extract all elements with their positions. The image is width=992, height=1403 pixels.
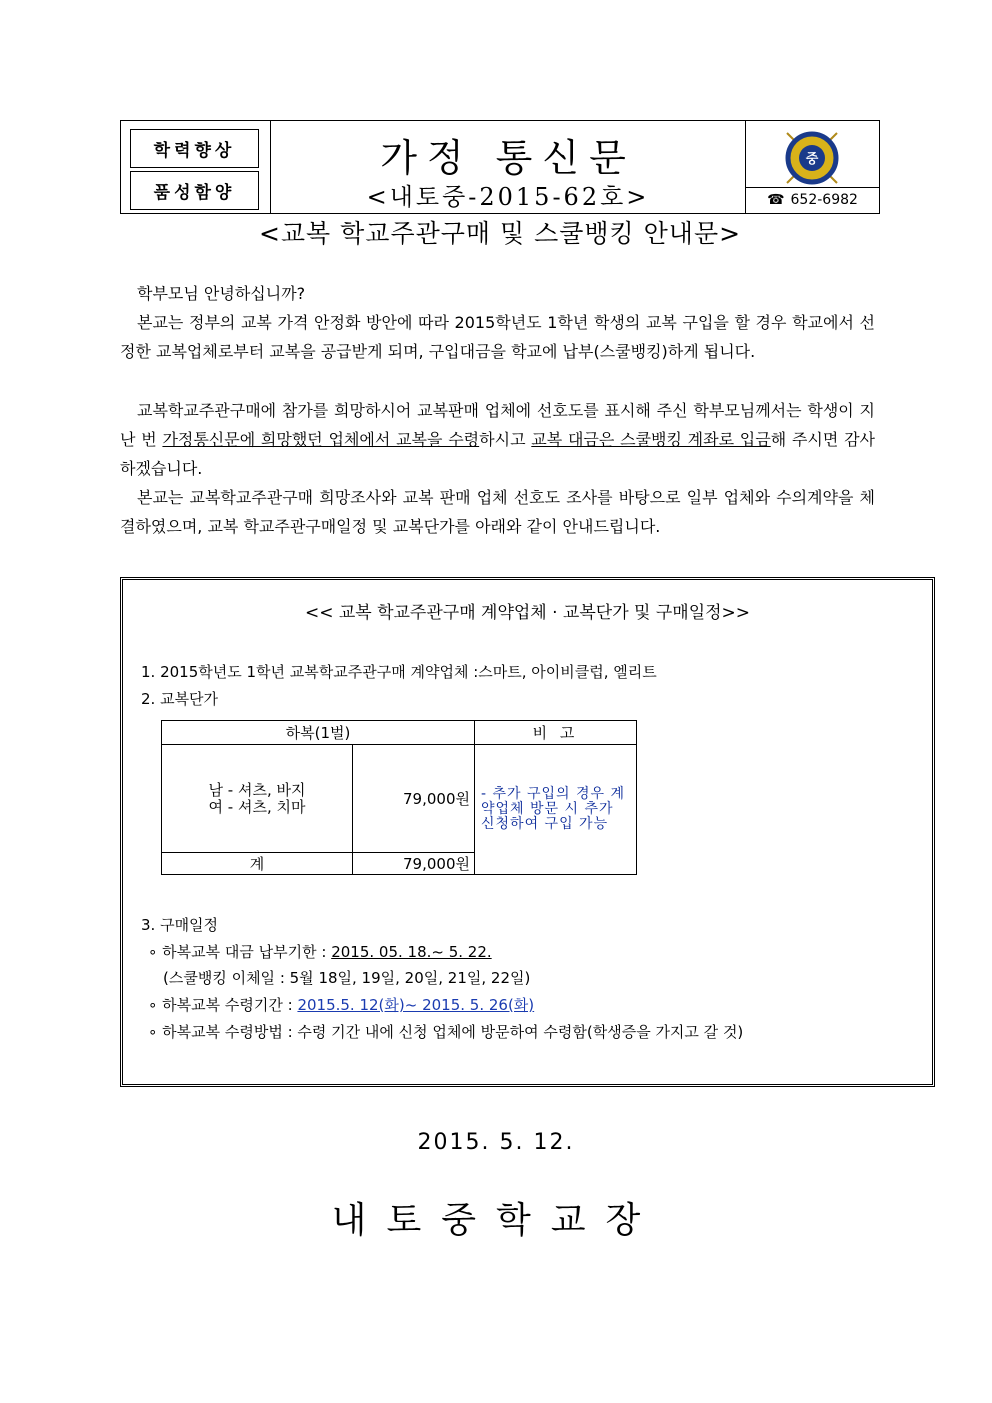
pickup-period-label: ∘ 하복교복 수령기간 : — [148, 996, 298, 1014]
table-cell-price: 79,000원 — [353, 745, 475, 853]
item-male: 남 - 셔츠, 바지 — [208, 780, 306, 799]
issue-number: <내토중-2015-62호> — [366, 183, 650, 211]
payment-deadline-label: ∘ 하복교복 대금 납부기한 : — [148, 943, 332, 961]
school-emblem-icon — [781, 127, 843, 189]
phone-number: 652-6982 — [790, 192, 858, 208]
motto-box-1: 학력향상 — [130, 129, 259, 168]
payment-deadline-value: 2015. 05. 18.~ 5. 22. — [331, 943, 492, 961]
principal-signature: 내토중학교장 — [331, 1200, 661, 1241]
payment-deadline — [148, 941, 492, 962]
price-table — [161, 720, 637, 875]
paragraph-2-text-b: 하시고 — [479, 430, 532, 449]
paragraph-2-text-c: 해 주시면 감사하겠습니다. — [120, 430, 875, 478]
emblem-text: 중 — [805, 152, 819, 167]
pickup-method: ∘ 하복교복 수령방법 : 수령 기간 내에 신청 업체에 방문하여 수령함(학생증을 가지고 갈 것) — [148, 1023, 744, 1041]
schoolbanking-transfer-dates: (스쿨뱅킹 이체일 : 5월 18일, 19일, 20일, 21일, 22일) — [163, 969, 531, 987]
paragraph-2-text-a: 교복학교주관구매에 참가를 희망하시어 교복판매 업체에 선호도를 표시해 주신 학부모님께서는 학생이 지난 번 — [120, 401, 875, 449]
paragraph-1: 본교는 정부의 교복 가격 안정화 방안에 따라 2015학년도 1학년 학생의 교복 구입을 할 경우 학교에서 선정한 교복업체로부터 교복을 공급받게 되며, 구입대금을 학교에 납부(스쿨뱅킹)하게 됩니다. — [120, 313, 875, 361]
table-header-remarks: 비 고 — [475, 721, 637, 745]
pickup-period — [148, 994, 534, 1015]
paragraph-2-underline-1: 가정통신문에 희망했던 업체에서 교복을 수령 — [162, 430, 480, 449]
table-cell-total-price: 79,000원 — [353, 853, 475, 875]
greeting: 학부모님 안녕하십니까? — [137, 284, 306, 303]
paragraph-2 — [120, 396, 875, 483]
header-box — [120, 120, 880, 214]
paragraph-3: 본교는 교복학교주관구매 희망조사와 교복 판매 업체 선호도 조사를 바탕으로 일부 업체와 수의계약을 체결하였으며, 교복 학교주관구매일정 및 교복단가를 아래와 같이 안내드립니다. — [120, 488, 875, 536]
pickup-period-value: 2015.5. 12(화)~ 2015. 5. 26(화) — [297, 996, 535, 1014]
phone-icon: ☎ — [767, 192, 785, 208]
info-box-title: << 교복 학교주관구매 계약업체 · 교복단가 및 구매일정>> — [304, 603, 751, 623]
phone-number-box — [746, 187, 879, 212]
additional-purchase-note: - 추가 구입의 경우 계약업체 방문 시 추가 신청하여 구입 가능 — [481, 786, 626, 832]
price-heading: 2. 교복단가 — [141, 690, 219, 708]
paragraph-2-underline-2: 교복 대금은 스쿨뱅킹 계좌로 입금 — [531, 430, 771, 449]
schedule-heading: 3. 구매일정 — [141, 916, 219, 934]
item-female: 여 - 셔츠, 치마 — [208, 797, 306, 816]
issue-date: 2015. 5. 12. — [417, 1130, 575, 1155]
newsletter-title: 가정 통신문 — [380, 136, 636, 180]
contract-vendors: 1. 2015학년도 1학년 교복학교주관구매 계약업체 :스마트, 아이비클럽, 엘리트 — [141, 663, 657, 681]
motto-box-2: 품성함양 — [130, 171, 259, 210]
table-cell-total-label: 계 — [162, 853, 353, 875]
table-cell-note — [475, 745, 637, 875]
table-header-summer-uniform: 하복(1벌) — [162, 721, 475, 745]
table-cell-items — [162, 745, 353, 853]
notice-subtitle: <교복 학교주관구매 및 스쿨뱅킹 안내문> — [258, 219, 742, 248]
